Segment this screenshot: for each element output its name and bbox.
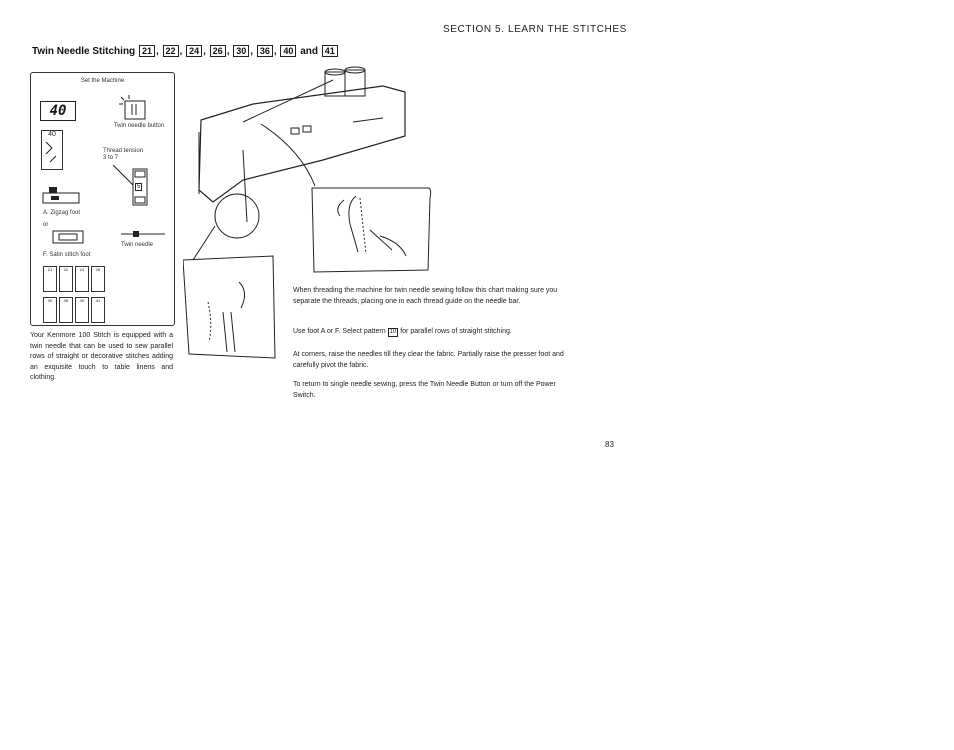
twin-needle-label: Twin needle — [121, 242, 154, 248]
select-pattern-text: Use foot A or F. Select pattern — [293, 328, 386, 335]
foot-a-label: A. Zigzag foot — [43, 210, 81, 216]
twin-needle-icon — [119, 229, 169, 239]
page-number: 83 — [605, 440, 614, 449]
intro-text: Your Kenmore 100 Stitch is equipped with a twin needle that can be used to sew parallel rows of straight or decorative stitches adding an exquisite touch to table linens and clothing. — [30, 332, 173, 381]
pattern-10-badge: 10 — [389, 329, 397, 335]
satin-foot-icon — [51, 227, 91, 247]
tension-dial-value: 5 — [137, 184, 141, 190]
pattern-cell: 30 — [43, 297, 57, 323]
pattern-cell: 40 — [75, 297, 89, 323]
pattern-badge: 24 — [186, 45, 202, 57]
set-machine-panel — [30, 72, 175, 326]
pattern-badge: 22 — [163, 45, 179, 57]
pattern-cell: 21 — [43, 266, 57, 292]
twin-button-label: Twin needle button — [113, 123, 165, 129]
tension-dial-icon — [111, 163, 151, 207]
pattern-row-1 — [43, 266, 105, 292]
pattern-badge: 30 — [233, 45, 249, 57]
return-single-paragraph: To return to single needle sewing, press the Twin Needle Button or turn off the Power Switch. — [293, 381, 556, 399]
thread-tension-range: 3 to 7 — [103, 155, 119, 161]
pattern-cell: 26 — [91, 266, 105, 292]
corners-paragraph: At corners, raise the needles till they clear the fabric. Partially raise the presser foot and carefully pivot the fabric. — [293, 351, 564, 369]
pattern-cell: 24 — [75, 266, 89, 292]
foot-f-label: F. Satin stitch foot — [43, 252, 91, 258]
pattern-badge: 41 — [322, 45, 338, 57]
pattern-row-2 — [43, 297, 105, 323]
panel-heading: Set the Machine — [80, 78, 125, 84]
indicator-panel — [41, 130, 63, 170]
page-title: Twin Needle Stitching 21 , 22 , 24 , 26 , 30 , 36 , 40 and 41 — [32, 45, 339, 57]
pattern-cell: 41 — [91, 297, 105, 323]
pattern-cell: 36 — [59, 297, 73, 323]
thread-tension-label: Thread tension — [103, 148, 144, 154]
pattern-cell: 22 — [59, 266, 73, 292]
pattern-badge: 40 — [280, 45, 296, 57]
pattern-badge: 26 — [210, 45, 226, 57]
thread-guide-inset — [310, 186, 432, 276]
pattern-badge: 21 — [139, 45, 155, 57]
title-and: and — [300, 46, 318, 57]
select-pattern-paragraph — [293, 327, 575, 338]
lcd-display — [40, 101, 76, 121]
indicator-number: 40 — [48, 131, 56, 138]
title-text: Twin Needle Stitching — [32, 46, 136, 57]
threading-paragraph: When threading the machine for twin needle sewing follow this chart making sure you separate the threads, placing one in each thread guide on the needle bar. — [293, 287, 558, 305]
or-text: or — [43, 222, 49, 228]
zigzag-foot-icon — [41, 185, 85, 207]
stitch-arrow-icon — [42, 138, 62, 166]
pattern-badge: 36 — [257, 45, 273, 57]
lcd-value: 40 — [49, 103, 67, 119]
twin-needle-button-icon — [119, 95, 153, 123]
section-header: SECTION 5. LEARN THE STITCHES — [443, 24, 627, 35]
select-pattern-text-end: for parallel rows of straight stitching. — [400, 328, 512, 335]
